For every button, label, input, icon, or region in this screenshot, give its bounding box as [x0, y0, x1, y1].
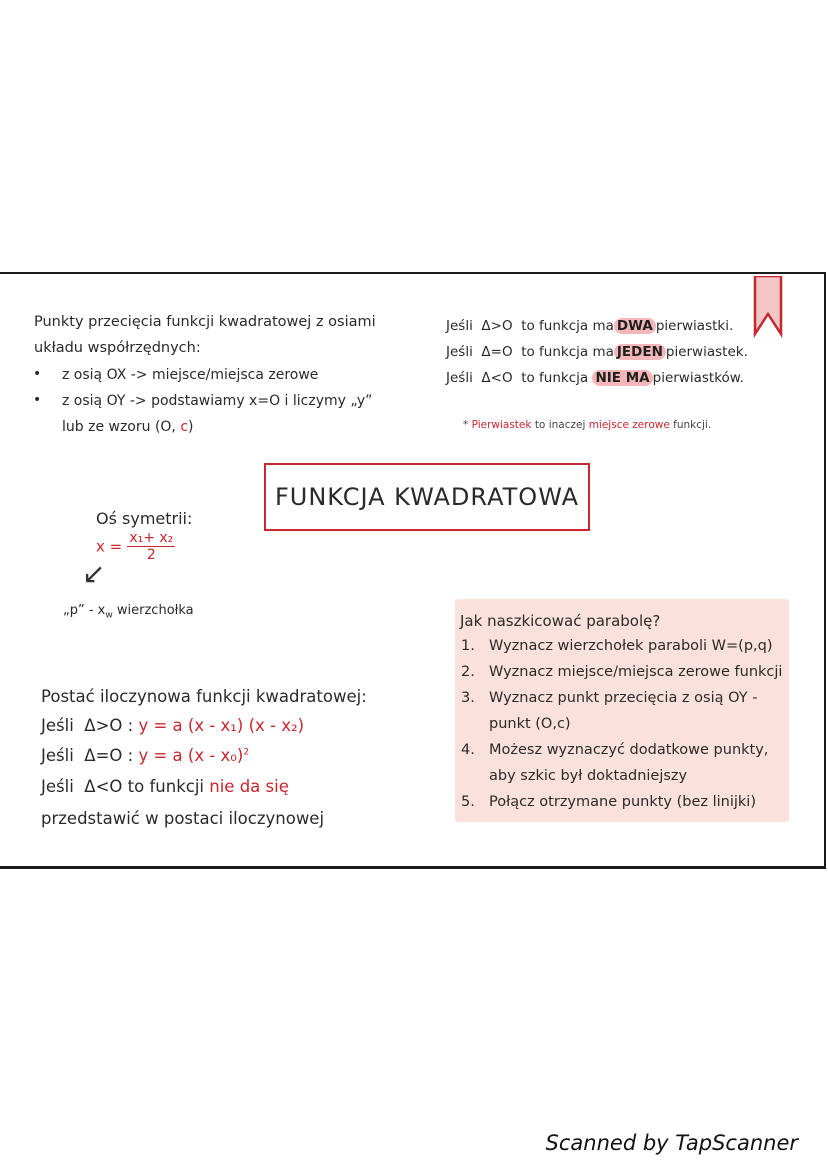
bullet-dot: •: [33, 366, 42, 382]
scanner-watermark: Scanned by TapScanner: [545, 1131, 798, 1155]
sketch-steps-panel: [455, 599, 789, 822]
delta-row-positive: Jeśli Δ>O to funkcja ma DWA pierwiastki.: [446, 318, 734, 334]
list-item: aby szkic był doktadniejszy: [489, 768, 688, 784]
bullet-oy: z osią OY -> podstawiamy x=O i liczymy „y”: [62, 393, 373, 409]
bullet-oy-continued: lub ze wzoru (O, c): [62, 419, 194, 435]
note-card: [0, 272, 826, 869]
list-item: 3. Wyznacz punkt przecięcia z osią OY -: [461, 690, 758, 706]
list-item: 4. Możesz wyznaczyć dodatkowe punkty,: [461, 742, 769, 758]
intersections-heading-2: układu współrzędnych:: [34, 340, 201, 356]
product-row-positive: Jeśli Δ>O : y = a (x - x₁) (x - x₂): [41, 716, 305, 735]
bookmark-icon: [753, 276, 783, 338]
page-title: FUNKCJA KWADRATOWA: [274, 483, 580, 511]
steps-heading: Jak naszkicować parabolę?: [460, 612, 661, 630]
product-row-negative: Jeśli Δ<O to funkcji nie da się: [41, 777, 289, 796]
list-item: punkt (O,c): [489, 716, 571, 732]
root-note: * Pierwiastek to inaczej miejsce zerowe funkcji.: [463, 419, 712, 431]
product-heading: Postać iloczynowa funkcji kwadratowej:: [41, 687, 367, 706]
page-title-box: [264, 463, 590, 531]
delta-row-zero: Jeśli Δ=O to funkcja ma JEDEN pierwiastek.: [446, 344, 748, 360]
list-item: 2. Wyznacz miejsce/miejsca zerowe funkcji: [461, 664, 783, 680]
intersections-heading-1: Punkty przecięcia funkcji kwadratowej z osiami: [34, 314, 376, 330]
product-row-zero: Jeśli Δ=O : y = a (x - x₀)$^2$: [41, 746, 250, 765]
bullet-dot: •: [33, 392, 42, 408]
p-label: „p” - $x_w$ wierzchołka: [63, 603, 194, 621]
delta-row-negative: Jeśli Δ<O to funkcja NIE MA pierwiastków.: [446, 370, 744, 386]
arrow-icon: ↙: [82, 557, 106, 590]
product-row-continued: przedstawić w postaci iloczynowej: [41, 809, 325, 828]
list-item: 1. Wyznacz wierzchołek paraboli W=(p,q): [461, 638, 773, 654]
axis-formula: x = $\frac{\text{x₁+ x₂}}{2}$: [96, 530, 174, 563]
axis-heading: Oś symetrii:: [96, 509, 193, 528]
list-item: 5. Połącz otrzymane punkty (bez linijki): [461, 794, 756, 810]
axis-fraction: $\frac{\text{x₁+ x₂}}{2}$: [129, 530, 174, 563]
bullet-ox: z osią OX -> miejsce/miejsca zerowe: [62, 367, 319, 383]
